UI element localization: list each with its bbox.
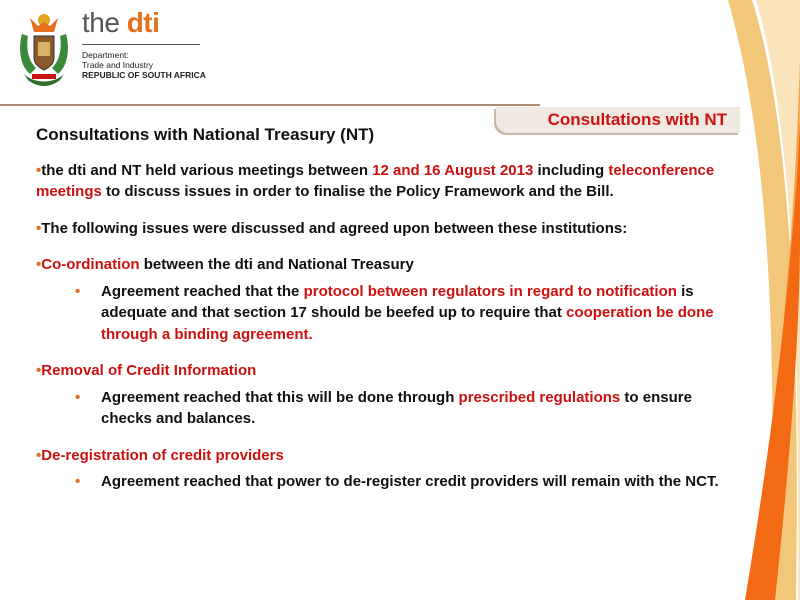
bullet: •	[36, 161, 42, 179]
brand-logo	[82, 6, 159, 40]
sub-item-removal	[75, 387, 726, 430]
brand-dti: dti	[126, 7, 160, 38]
dept-line-1: Department:	[82, 50, 129, 60]
brand-the: the	[82, 7, 127, 38]
brand-divider	[82, 44, 200, 45]
bullet: •	[36, 446, 42, 464]
text: between the dti and National Treasury	[139, 256, 414, 273]
highlight-protocol: protocol between regulators in regard to notification	[303, 282, 677, 300]
department-label	[82, 50, 206, 80]
sub-item-coordination	[75, 281, 726, 346]
paragraph-removal	[36, 360, 726, 382]
highlight-deregistration: De-registration of credit providers	[41, 446, 284, 464]
text: Agreement reached that power to de-register credit providers will remain with the NCT.	[101, 473, 719, 490]
text: Agreement reached that this will be done through	[101, 388, 459, 406]
bullet: •	[36, 219, 42, 237]
dept-line-2: Trade and Industry	[82, 60, 154, 70]
text: is adequate and that section 17 should be beefed up to require that	[101, 282, 694, 321]
bullet: •	[36, 256, 42, 273]
header-divider	[0, 104, 540, 106]
slide-content	[36, 124, 726, 508]
highlight-regulations: prescribed regulations	[458, 388, 621, 406]
text: to discuss issues in order to finalise the Policy Framework and the Bill.	[101, 183, 614, 200]
text: the dti and NT held various meetings between	[41, 161, 373, 179]
paragraph-issues	[36, 218, 726, 240]
highlight-teleconference: teleconference meetings	[36, 161, 715, 200]
sub-item-deregistration	[75, 471, 726, 493]
bullet: •	[36, 362, 42, 379]
sub-bullet: •	[75, 473, 81, 490]
text: Agreement reached that the	[101, 282, 304, 300]
paragraph-meetings	[36, 160, 726, 203]
text: The following issues were discussed and agreed upon between these institutions:	[41, 219, 628, 237]
sub-bullet: •	[75, 388, 81, 406]
dept-line-3: REPUBLIC OF SOUTH AFRICA	[82, 70, 206, 80]
highlight-coordination: Co-ordination	[41, 256, 140, 273]
paragraph-deregistration	[36, 445, 726, 467]
text: including	[533, 161, 609, 179]
sub-bullet: •	[75, 282, 81, 300]
highlight-removal: Removal of Credit Information	[41, 362, 257, 379]
slide-title: Consultations with National Treasury (NT)	[36, 125, 375, 144]
highlight-cooperation: cooperation be done through a binding agreement.	[101, 304, 714, 343]
paragraph-coordination	[36, 254, 726, 276]
text: to ensure checks and balances.	[101, 388, 692, 427]
section-tab: Consultations with NT	[496, 107, 740, 133]
coat-of-arms-icon	[16, 8, 72, 86]
highlight-dates: 12 and 16 August 2013	[372, 161, 534, 179]
